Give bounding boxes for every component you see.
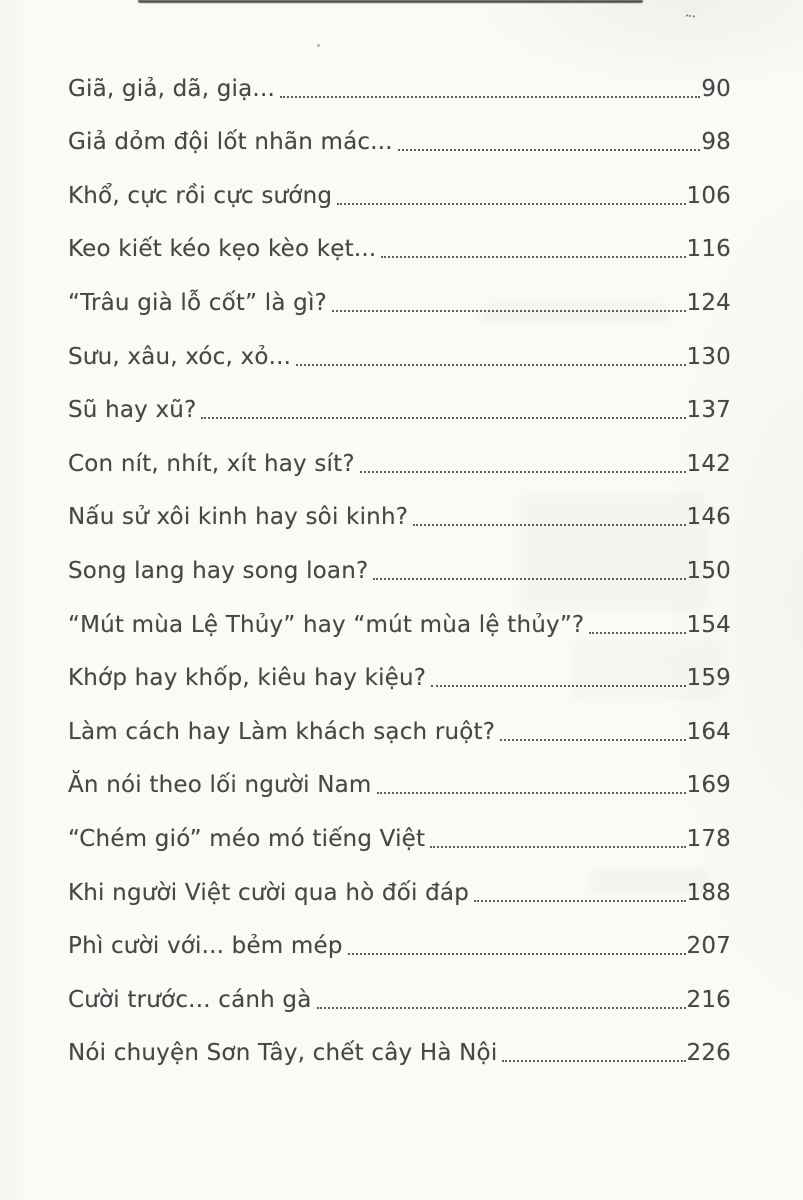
dot-leader bbox=[430, 846, 685, 848]
toc-entry-page-number: 98 bbox=[701, 129, 731, 156]
toc-entry bbox=[68, 972, 731, 1026]
toc-entry-title: Con nít, nhít, xít hay sít? bbox=[68, 450, 355, 477]
dot-leader bbox=[589, 632, 685, 634]
toc-entry bbox=[68, 651, 731, 705]
dot-leader bbox=[201, 417, 685, 419]
toc-entry-title: Khớp hay khốp, kiêu hay kiệu? bbox=[68, 665, 427, 692]
toc-entry bbox=[68, 865, 731, 919]
toc-entry-title: Khi người Việt cười qua hò đối đáp bbox=[68, 879, 469, 906]
toc-entry-title: Sũ hay xũ? bbox=[68, 397, 197, 424]
toc-entry-title: Giã, giả, dã, giạ... bbox=[68, 75, 275, 102]
toc-entry-page-number: 124 bbox=[686, 289, 731, 316]
toc-entry-title: Nói chuyện Sơn Tây, chết cây Hà Nội bbox=[68, 1040, 498, 1067]
toc-entry-title: Giả dỏm đội lốt nhãn mác... bbox=[68, 129, 393, 156]
dot-leader bbox=[337, 203, 685, 205]
toc-entry bbox=[68, 543, 731, 597]
toc-entry-title: “Chém gió” méo mó tiếng Việt bbox=[68, 825, 426, 852]
toc-entry-page-number: 106 bbox=[686, 182, 731, 209]
toc-entry-title: Khổ, cực rồi cực sướng bbox=[68, 182, 333, 209]
toc-entry-title: Song lang hay song loan? bbox=[68, 557, 369, 584]
dot-leader bbox=[500, 739, 685, 741]
toc-entry-title: Sưu, xâu, xóc, xỏ... bbox=[68, 343, 292, 370]
dot-leader bbox=[317, 1007, 686, 1009]
toc-entry-title: “Trâu già lỗ cốt” là gì? bbox=[68, 289, 327, 316]
toc-entry-title: Ăn nói theo lối người Nam bbox=[68, 772, 372, 799]
toc-entry bbox=[68, 597, 731, 651]
dot-leader bbox=[431, 685, 685, 687]
toc-entry bbox=[68, 811, 731, 865]
toc-entry-title: Nấu sử xôi kinh hay sôi kinh? bbox=[68, 504, 409, 531]
dot-leader bbox=[332, 310, 686, 312]
toc-entry-page-number: 216 bbox=[686, 986, 731, 1013]
toc-entry-title: Làm cách hay Làm khách sạch ruột? bbox=[68, 718, 496, 745]
dot-leader bbox=[348, 953, 686, 955]
dot-leader bbox=[377, 792, 686, 794]
toc-entry-page-number: 169 bbox=[686, 772, 731, 799]
dot-leader bbox=[360, 471, 686, 473]
toc-entry-title: Phì cười với... bẻm mép bbox=[68, 933, 343, 960]
toc-entry bbox=[68, 1026, 731, 1080]
toc-entry bbox=[68, 222, 731, 276]
toc-entry-page-number: 146 bbox=[686, 504, 731, 531]
toc-entry-page-number: 130 bbox=[686, 343, 731, 370]
dot-leader bbox=[413, 524, 685, 526]
dot-leader bbox=[280, 96, 700, 98]
toc-entry bbox=[68, 758, 731, 812]
toc-entry-page-number: 178 bbox=[686, 825, 731, 852]
toc-entry bbox=[68, 115, 731, 169]
toc-entry bbox=[68, 490, 731, 544]
toc-entry-page-number: 154 bbox=[686, 611, 731, 638]
toc-entry bbox=[68, 275, 731, 329]
dot-leader bbox=[398, 149, 701, 151]
toc-entry-title: Cười trước... cánh gà bbox=[68, 986, 312, 1013]
dot-leader bbox=[296, 364, 685, 366]
toc-entry bbox=[68, 61, 731, 115]
toc-entry-page-number: 116 bbox=[686, 236, 731, 263]
toc-entry-title: Keo kiết kéo kẹo kèo kẹt... bbox=[68, 236, 377, 263]
toc-entry-page-number: 159 bbox=[686, 665, 731, 692]
toc-entry bbox=[68, 704, 731, 758]
toc-entry-page-number: 164 bbox=[686, 718, 731, 745]
toc-entry-page-number: 188 bbox=[686, 879, 731, 906]
toc-entry-page-number: 150 bbox=[686, 557, 731, 584]
dot-leader bbox=[381, 256, 685, 258]
toc-entry bbox=[68, 383, 731, 437]
toc-entry bbox=[68, 329, 731, 383]
dot-leader bbox=[502, 1060, 685, 1062]
toc-entry-page-number: 207 bbox=[686, 933, 731, 960]
toc-entry bbox=[68, 919, 731, 973]
toc-entry-page-number: 226 bbox=[686, 1040, 731, 1067]
toc-entry-page-number: 137 bbox=[686, 397, 731, 424]
dot-leader bbox=[474, 900, 686, 902]
toc-entry bbox=[68, 436, 731, 490]
toc-entry bbox=[68, 168, 731, 222]
toc-entry-title: “Mút mùa Lệ Thủy” hay “mút mùa lệ thủy”? bbox=[68, 611, 585, 638]
dot-leader bbox=[373, 578, 685, 580]
toc-entry-page-number: 90 bbox=[701, 75, 731, 102]
toc-entry-page-number: 142 bbox=[686, 450, 731, 477]
